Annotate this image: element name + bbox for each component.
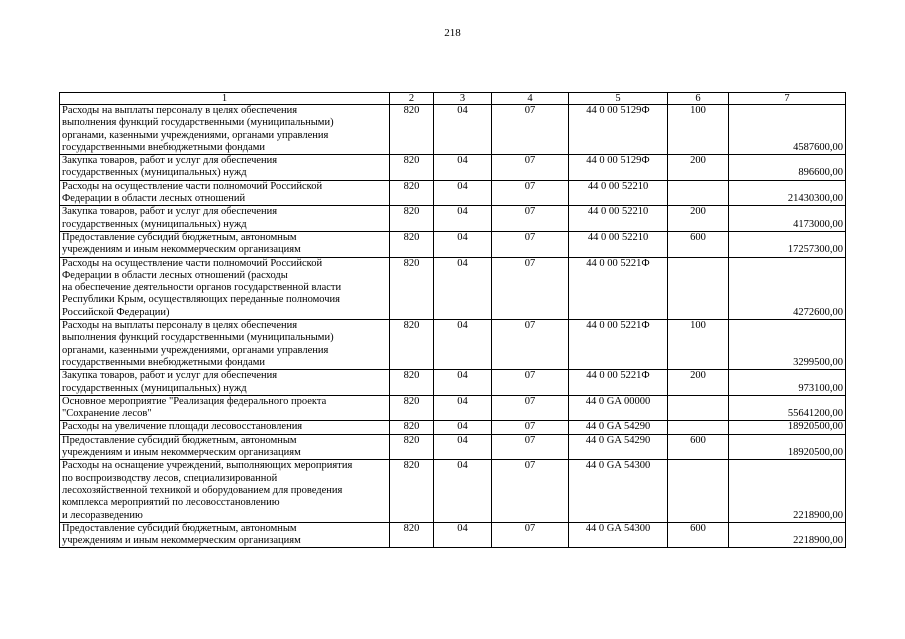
row-target-article: 44 0 00 5129Ф bbox=[569, 155, 668, 181]
row-section-code: 04 bbox=[434, 370, 492, 396]
row-ministry-code: 820 bbox=[390, 257, 434, 319]
row-ministry-code: 820 bbox=[390, 180, 434, 206]
table-row bbox=[60, 421, 846, 434]
row-expense-type: 100 bbox=[668, 105, 729, 155]
row-ministry-code: 820 bbox=[390, 522, 434, 548]
row-amount: 55641200,00 bbox=[729, 395, 846, 421]
row-section-code: 04 bbox=[434, 434, 492, 460]
row-section-code: 04 bbox=[434, 180, 492, 206]
table-row bbox=[60, 522, 846, 548]
row-section-code: 04 bbox=[434, 257, 492, 319]
row-amount: 21430300,00 bbox=[729, 180, 846, 206]
row-target-article: 44 0 00 5221Ф bbox=[569, 370, 668, 396]
column-header: 3 bbox=[434, 93, 492, 105]
budget-table bbox=[59, 92, 846, 548]
row-expense-type bbox=[668, 257, 729, 319]
row-amount: 17257300,00 bbox=[729, 231, 846, 257]
row-subsection-code: 07 bbox=[492, 434, 569, 460]
row-ministry-code: 820 bbox=[390, 206, 434, 232]
row-amount: 896600,00 bbox=[729, 155, 846, 181]
row-description: Закупка товаров, работ и услуг для обеспечения государственных (муниципальных) нужд bbox=[60, 206, 390, 232]
row-amount: 2218900,00 bbox=[729, 522, 846, 548]
row-description: Закупка товаров, работ и услуг для обеспечения государственных (муниципальных) нужд bbox=[60, 370, 390, 396]
row-target-article: 44 0 GA 54290 bbox=[569, 434, 668, 460]
row-description: Предоставление субсидий бюджетным, автономным учреждениям и иным некоммерческим организациям bbox=[60, 522, 390, 548]
row-description: Расходы на осуществление части полномочий Российской Федерации в области лесных отношений bbox=[60, 180, 390, 206]
row-target-article: 44 0 GA 54300 bbox=[569, 522, 668, 548]
row-subsection-code: 07 bbox=[492, 231, 569, 257]
row-section-code: 04 bbox=[434, 105, 492, 155]
row-amount: 18920500,00 bbox=[729, 434, 846, 460]
row-subsection-code: 07 bbox=[492, 522, 569, 548]
row-subsection-code: 07 bbox=[492, 460, 569, 522]
row-amount: 4587600,00 bbox=[729, 105, 846, 155]
row-subsection-code: 07 bbox=[492, 320, 569, 370]
row-section-code: 04 bbox=[434, 231, 492, 257]
table-row bbox=[60, 206, 846, 232]
table-header-row bbox=[60, 93, 846, 105]
row-expense-type: 100 bbox=[668, 320, 729, 370]
row-subsection-code: 07 bbox=[492, 421, 569, 434]
row-ministry-code: 820 bbox=[390, 155, 434, 181]
row-expense-type: 600 bbox=[668, 231, 729, 257]
row-section-code: 04 bbox=[434, 206, 492, 232]
table-row bbox=[60, 460, 846, 522]
row-ministry-code: 820 bbox=[390, 105, 434, 155]
row-section-code: 04 bbox=[434, 460, 492, 522]
table-row bbox=[60, 320, 846, 370]
row-ministry-code: 820 bbox=[390, 434, 434, 460]
row-amount: 4272600,00 bbox=[729, 257, 846, 319]
row-expense-type: 600 bbox=[668, 522, 729, 548]
table-row bbox=[60, 434, 846, 460]
row-subsection-code: 07 bbox=[492, 257, 569, 319]
row-description: Предоставление субсидий бюджетным, автономным учреждениям и иным некоммерческим организациям bbox=[60, 231, 390, 257]
column-header: 5 bbox=[569, 93, 668, 105]
row-subsection-code: 07 bbox=[492, 370, 569, 396]
row-ministry-code: 820 bbox=[390, 370, 434, 396]
row-expense-type: 600 bbox=[668, 434, 729, 460]
row-description: Расходы на оснащение учреждений, выполняющих мероприятия по воспроизводству лесов, специализированной лесохозяйственной техникой и оборудованием для проведения комплекса мероприятий по лесовосстановлению и лесоразведению bbox=[60, 460, 390, 522]
row-expense-type: 200 bbox=[668, 370, 729, 396]
row-expense-type bbox=[668, 460, 729, 522]
row-ministry-code: 820 bbox=[390, 231, 434, 257]
row-expense-type bbox=[668, 395, 729, 421]
row-section-code: 04 bbox=[434, 320, 492, 370]
row-subsection-code: 07 bbox=[492, 105, 569, 155]
row-subsection-code: 07 bbox=[492, 206, 569, 232]
row-target-article: 44 0 00 5129Ф bbox=[569, 105, 668, 155]
table-row bbox=[60, 231, 846, 257]
row-subsection-code: 07 bbox=[492, 155, 569, 181]
row-target-article: 44 0 GA 54290 bbox=[569, 421, 668, 434]
row-amount: 973100,00 bbox=[729, 370, 846, 396]
row-ministry-code: 820 bbox=[390, 460, 434, 522]
table-row bbox=[60, 155, 846, 181]
row-description: Основное мероприятие "Реализация федерального проекта "Сохранение лесов" bbox=[60, 395, 390, 421]
row-ministry-code: 820 bbox=[390, 395, 434, 421]
row-target-article: 44 0 00 52210 bbox=[569, 231, 668, 257]
row-target-article: 44 0 00 52210 bbox=[569, 180, 668, 206]
column-header: 1 bbox=[60, 93, 390, 105]
table-row bbox=[60, 105, 846, 155]
row-ministry-code: 820 bbox=[390, 320, 434, 370]
table-row bbox=[60, 395, 846, 421]
row-description: Предоставление субсидий бюджетным, автономным учреждениям и иным некоммерческим организациям bbox=[60, 434, 390, 460]
row-expense-type: 200 bbox=[668, 206, 729, 232]
row-section-code: 04 bbox=[434, 522, 492, 548]
row-expense-type: 200 bbox=[668, 155, 729, 181]
row-amount: 4173000,00 bbox=[729, 206, 846, 232]
row-target-article: 44 0 00 5221Ф bbox=[569, 320, 668, 370]
row-section-code: 04 bbox=[434, 155, 492, 181]
row-description: Расходы на увеличение площади лесовосстановления bbox=[60, 421, 390, 434]
row-amount: 2218900,00 bbox=[729, 460, 846, 522]
row-target-article: 44 0 GA 54300 bbox=[569, 460, 668, 522]
row-section-code: 04 bbox=[434, 421, 492, 434]
row-description: Расходы на выплаты персоналу в целях обеспечения выполнения функций государственными (муниципальными) органами, казенными учреждениями, органами управления государственными внебюджетными фондами bbox=[60, 105, 390, 155]
column-header: 2 bbox=[390, 93, 434, 105]
table-row bbox=[60, 180, 846, 206]
row-amount: 18920500,00 bbox=[729, 421, 846, 434]
row-expense-type bbox=[668, 421, 729, 434]
row-description: Расходы на осуществление части полномочий Российской Федерации в области лесных отношений (расходы на обеспечение деятельности органов государственной власти Республики Крым, осуществляющих переданные полномочия Российской Федерации) bbox=[60, 257, 390, 319]
row-subsection-code: 07 bbox=[492, 395, 569, 421]
row-description: Закупка товаров, работ и услуг для обеспечения государственных (муниципальных) нужд bbox=[60, 155, 390, 181]
row-expense-type bbox=[668, 180, 729, 206]
row-amount: 3299500,00 bbox=[729, 320, 846, 370]
column-header: 6 bbox=[668, 93, 729, 105]
column-header: 7 bbox=[729, 93, 846, 105]
row-target-article: 44 0 GA 00000 bbox=[569, 395, 668, 421]
row-section-code: 04 bbox=[434, 395, 492, 421]
row-subsection-code: 07 bbox=[492, 180, 569, 206]
row-target-article: 44 0 00 52210 bbox=[569, 206, 668, 232]
row-ministry-code: 820 bbox=[390, 421, 434, 434]
table-row bbox=[60, 257, 846, 319]
page-number: 218 bbox=[444, 27, 461, 39]
column-header: 4 bbox=[492, 93, 569, 105]
row-target-article: 44 0 00 5221Ф bbox=[569, 257, 668, 319]
table-row bbox=[60, 370, 846, 396]
row-description: Расходы на выплаты персоналу в целях обеспечения выполнения функций государственными (муниципальными) органами, казенными учреждениями, органами управления государственными внебюджетными фондами bbox=[60, 320, 390, 370]
